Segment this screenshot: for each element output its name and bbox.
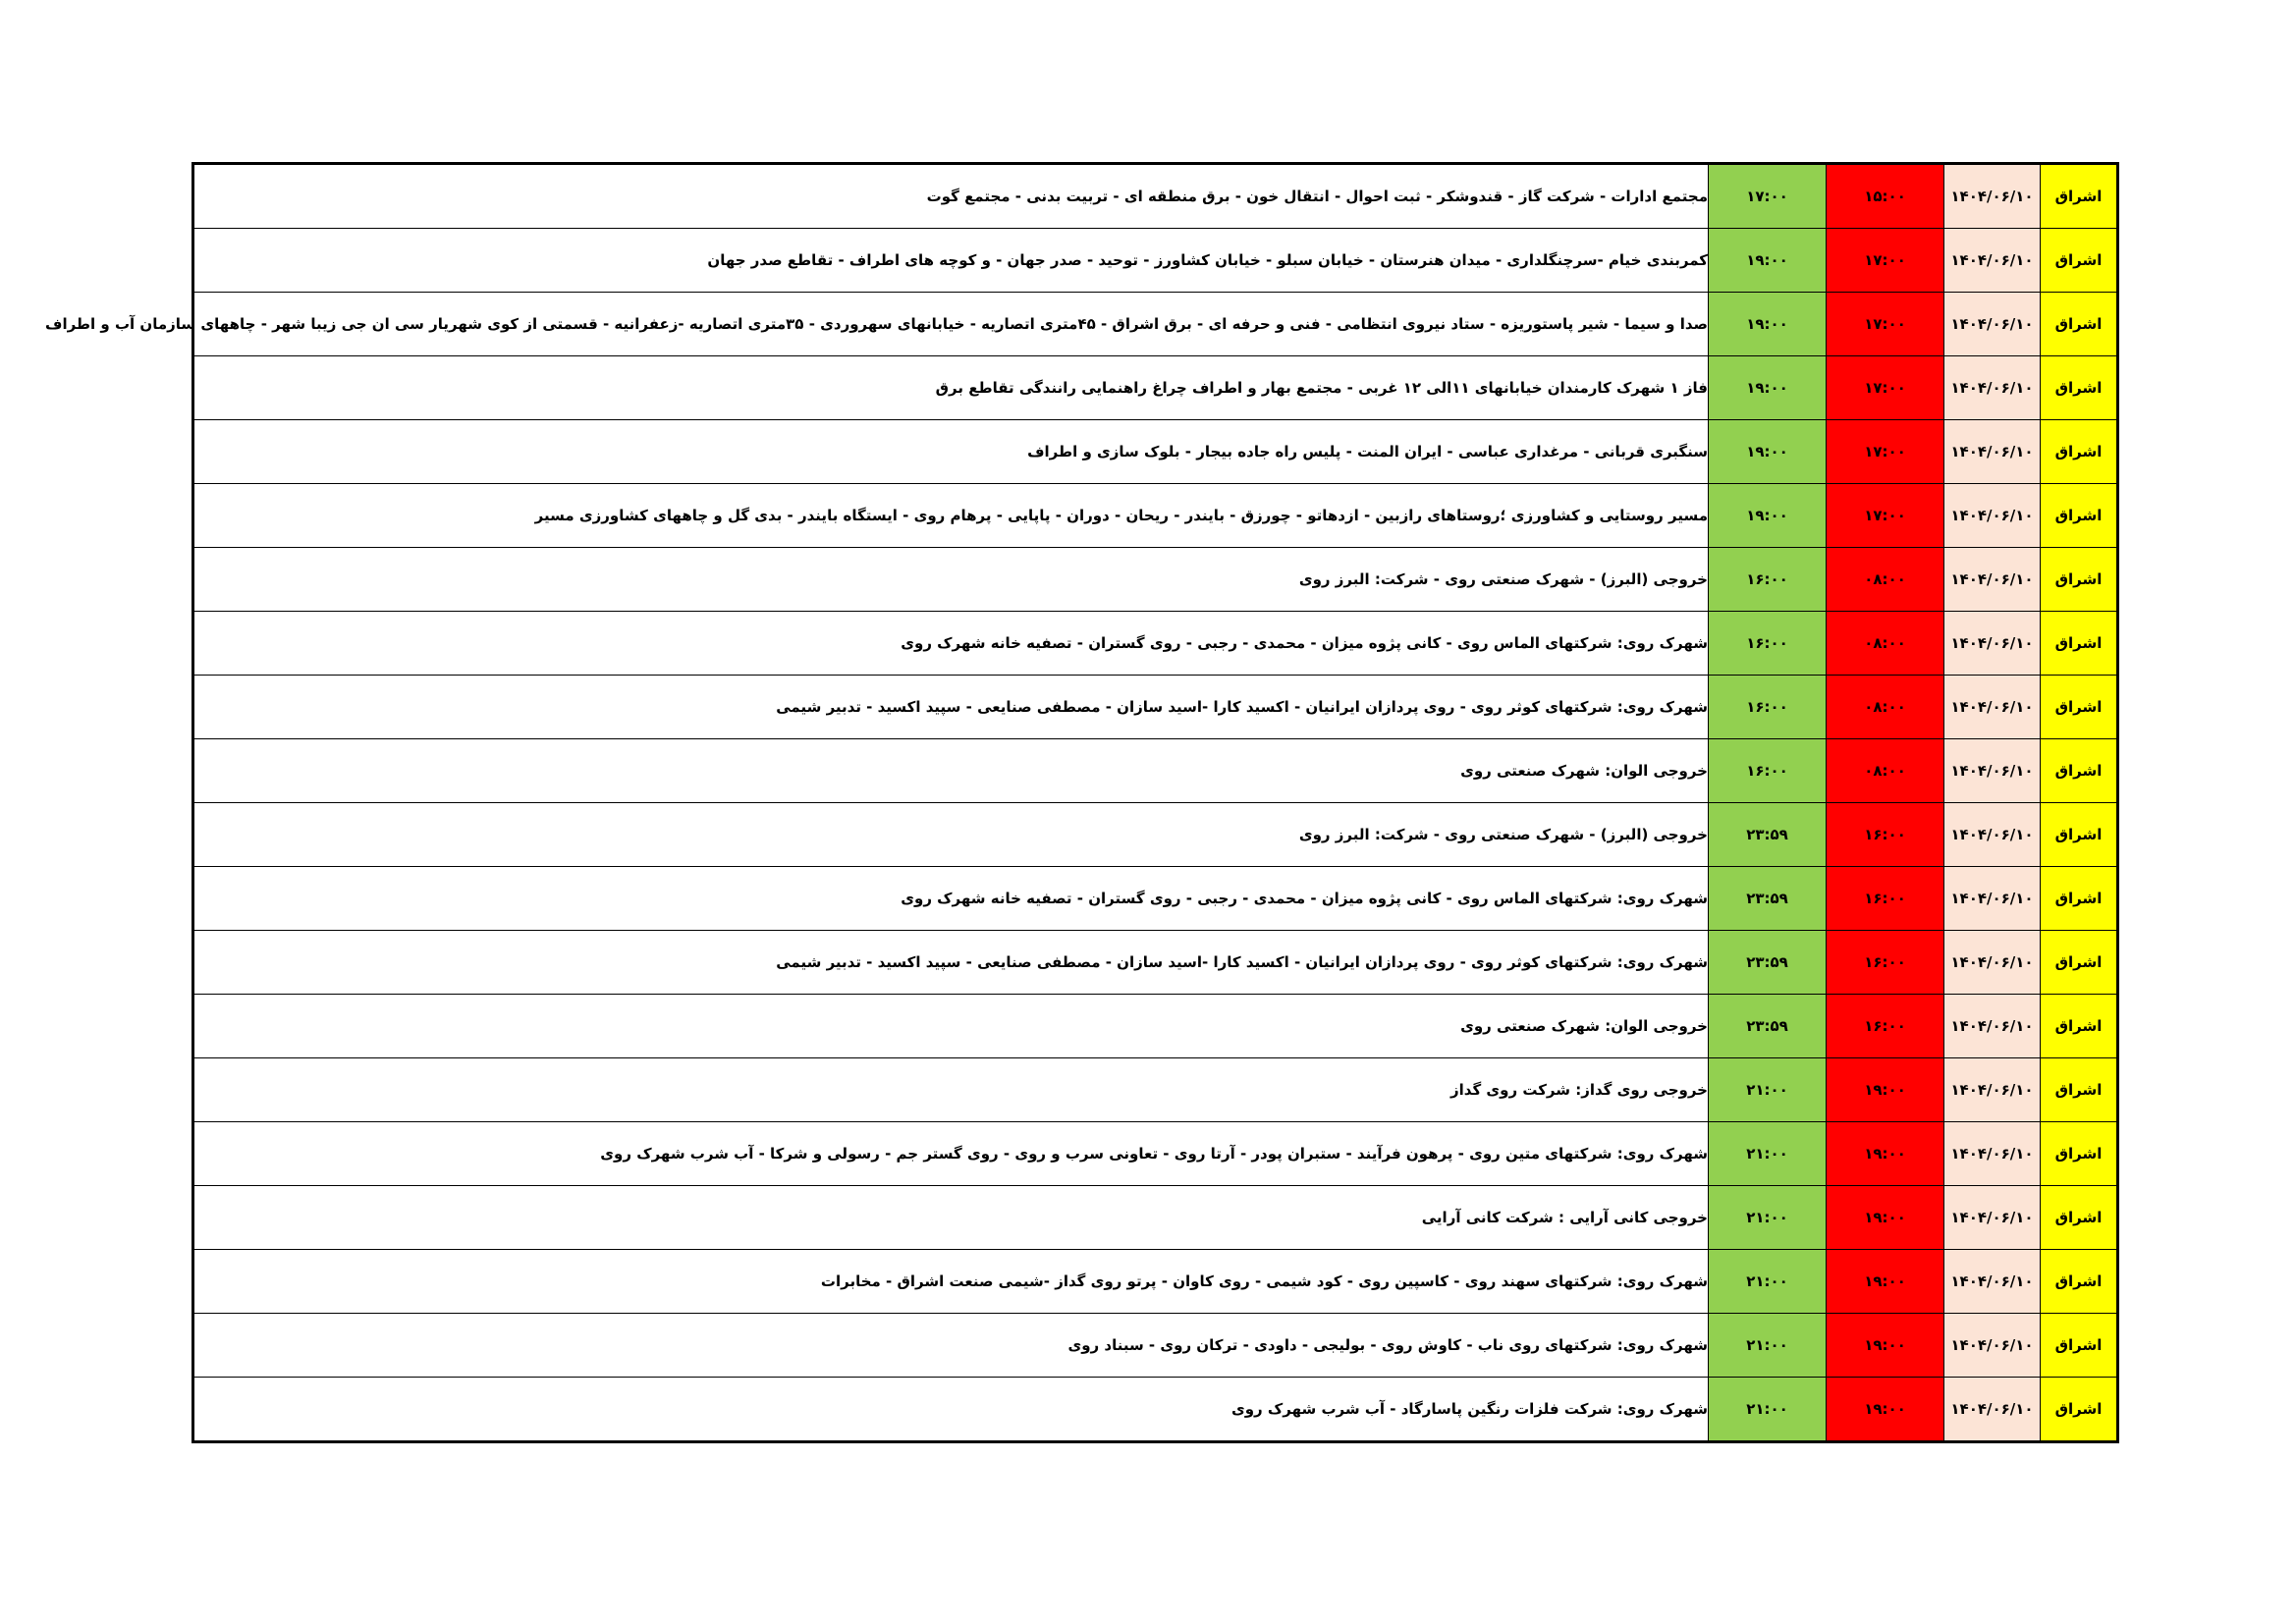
city-cell: اشراق [2041, 356, 2117, 420]
start-time-cell: ۰۸:۰۰ [1827, 548, 1944, 612]
start-time-cell: ۱۷:۰۰ [1827, 356, 1944, 420]
start-time-cell: ۰۸:۰۰ [1827, 739, 1944, 803]
outage-schedule-table [45, 164, 2117, 1441]
table-row [194, 165, 2117, 229]
city-cell: اشراق [2041, 739, 2117, 803]
end-time-cell: ۱۹:۰۰ [1709, 293, 1827, 356]
date-cell: ۱۴۰۴/۰۶/۱۰ [1944, 293, 2041, 356]
date-cell: ۱۴۰۴/۰۶/۱۰ [1944, 931, 2041, 995]
end-time-cell: ۲۱:۰۰ [1709, 1122, 1827, 1186]
date-cell: ۱۴۰۴/۰۶/۱۰ [1944, 165, 2041, 229]
affected-area-cell: سنگبری قربانی - مرغداری عباسی - ایران المنت - پلیس راه جاده بیجار - بلوک سازی و اطراف [194, 420, 1709, 484]
city-cell: اشراق [2041, 548, 2117, 612]
affected-area-cell: شهرک روی: شرکتهای سهند روی - کاسپین روی - کود شیمی - روی کاوان - پرتو روی گداز -شیمی صنعت اشراق - مخابرات [194, 1250, 1709, 1314]
start-time-cell: ۱۷:۰۰ [1827, 420, 1944, 484]
affected-area-cell: فاز ۱ شهرک کارمندان خیابانهای ۱۱الی ۱۲ غربی - مجتمع بهار و اطراف چراغ راهنمایی رانندگی تقاطع برق [194, 356, 1709, 420]
date-cell: ۱۴۰۴/۰۶/۱۰ [1944, 229, 2041, 293]
start-time-cell: ۱۹:۰۰ [1827, 1058, 1944, 1122]
city-cell: اشراق [2041, 165, 2117, 229]
start-time-cell: ۱۷:۰۰ [1827, 484, 1944, 548]
start-time-cell: ۱۹:۰۰ [1827, 1122, 1944, 1186]
city-cell: اشراق [2041, 867, 2117, 931]
date-cell: ۱۴۰۴/۰۶/۱۰ [1944, 356, 2041, 420]
date-cell: ۱۴۰۴/۰۶/۱۰ [1944, 676, 2041, 739]
end-time-cell: ۱۹:۰۰ [1709, 484, 1827, 548]
city-cell: اشراق [2041, 484, 2117, 548]
end-time-cell: ۲۱:۰۰ [1709, 1250, 1827, 1314]
start-time-cell: ۱۷:۰۰ [1827, 293, 1944, 356]
table-row [194, 1314, 2117, 1378]
city-cell: اشراق [2041, 1314, 2117, 1378]
affected-area-cell: کمربندی خیام -سرچنگلداری - میدان هنرستان - خیابان سبلو - خیابان کشاورز - توحید - صدر جهان - و کوچه های اطراف - تقاطع صدر جهان [194, 229, 1709, 293]
table-row [194, 1186, 2117, 1250]
affected-area-cell: مسیر روستایی و کشاورزی ؛روستاهای رازبین - ازدهاتو - چورزق - بایندر - ریحان - دوران - پاپایی - پرهام روی - ایستگاه بایندر - بدی گل و چاههای کشاورزی مسیر [194, 484, 1709, 548]
end-time-cell: ۲۳:۵۹ [1709, 867, 1827, 931]
start-time-cell: ۰۸:۰۰ [1827, 676, 1944, 739]
date-cell: ۱۴۰۴/۰۶/۱۰ [1944, 420, 2041, 484]
date-cell: ۱۴۰۴/۰۶/۱۰ [1944, 1314, 2041, 1378]
end-time-cell: ۲۱:۰۰ [1709, 1378, 1827, 1441]
schedule-body [45, 165, 2117, 1441]
table-row [194, 803, 2117, 867]
table-row [194, 931, 2117, 995]
city-cell: اشراق [2041, 229, 2117, 293]
start-time-cell: ۱۶:۰۰ [1827, 867, 1944, 931]
city-cell: اشراق [2041, 1122, 2117, 1186]
end-time-cell: ۱۹:۰۰ [1709, 356, 1827, 420]
city-cell: اشراق [2041, 293, 2117, 356]
table-row [194, 548, 2117, 612]
end-time-cell: ۲۳:۵۹ [1709, 995, 1827, 1058]
end-time-cell: ۱۶:۰۰ [1709, 739, 1827, 803]
table-row [194, 867, 2117, 931]
date-cell: ۱۴۰۴/۰۶/۱۰ [1944, 1378, 2041, 1441]
date-cell: ۱۴۰۴/۰۶/۱۰ [1944, 995, 2041, 1058]
table-row [194, 739, 2117, 803]
date-cell: ۱۴۰۴/۰۶/۱۰ [1944, 1250, 2041, 1314]
affected-area-cell: خروجی الوان: شهرک صنعتی روی [194, 739, 1709, 803]
table-row [194, 1378, 2117, 1441]
affected-area-cell: خروجی روی گداز: شرکت روی گداز [194, 1058, 1709, 1122]
date-cell: ۱۴۰۴/۰۶/۱۰ [1944, 1186, 2041, 1250]
affected-area-cell: شهرک روی: شرکتهای الماس روی - کانی پژوه میزان - محمدی - رجبی - روی گستران - تصفیه خانه شهرک روی [194, 867, 1709, 931]
start-time-cell: ۱۵:۰۰ [1827, 165, 1944, 229]
city-cell: اشراق [2041, 1250, 2117, 1314]
affected-area-cell: شهرک روی: شرکتهای متین روی - پرهون فرآیند - ستبران پودر - آرتا روی - تعاونی سرب و روی - روی گستر جم - رسولی و شرکا - آب شرب شهرک روی [194, 1122, 1709, 1186]
end-time-cell: ۲۱:۰۰ [1709, 1314, 1827, 1378]
city-cell: اشراق [2041, 1058, 2117, 1122]
start-time-cell: ۱۷:۰۰ [1827, 229, 1944, 293]
affected-area-cell: خروجی کانی آرایی : شرکت کانی آرایی [194, 1186, 1709, 1250]
date-cell: ۱۴۰۴/۰۶/۱۰ [1944, 548, 2041, 612]
table-row [194, 612, 2117, 676]
end-time-cell: ۱۶:۰۰ [1709, 612, 1827, 676]
city-cell: اشراق [2041, 420, 2117, 484]
date-cell: ۱۴۰۴/۰۶/۱۰ [1944, 739, 2041, 803]
start-time-cell: ۱۹:۰۰ [1827, 1378, 1944, 1441]
table-row [194, 1122, 2117, 1186]
start-time-cell: ۱۹:۰۰ [1827, 1250, 1944, 1314]
end-time-cell: ۱۶:۰۰ [1709, 676, 1827, 739]
table-row [194, 293, 2117, 356]
start-time-cell: ۱۶:۰۰ [1827, 931, 1944, 995]
city-cell: اشراق [2041, 676, 2117, 739]
end-time-cell: ۲۳:۵۹ [1709, 803, 1827, 867]
affected-area-cell: شهرک روی: شرکتهای الماس روی - کانی پژوه میزان - محمدی - رجبی - روی گستران - تصفیه خانه شهرک روی [194, 612, 1709, 676]
affected-area-cell: صدا و سیما - شیر پاستوریزه - ستاد نیروی انتظامی - فنی و حرفه ای - برق اشراق - ۴۵متری اتصاریه - خیابانهای سهروردی - ۳۵متری اتصاریه -زعفرانیه - قسمتی از کوی شهریار سی ان جی زیبا شهر - چاههای سازمان آب و اطراف [194, 293, 1709, 356]
end-time-cell: ۱۹:۰۰ [1709, 229, 1827, 293]
city-cell: اشراق [2041, 995, 2117, 1058]
end-time-cell: ۱۹:۰۰ [1709, 420, 1827, 484]
date-cell: ۱۴۰۴/۰۶/۱۰ [1944, 1058, 2041, 1122]
end-time-cell: ۱۷:۰۰ [1709, 165, 1827, 229]
table-row [194, 1058, 2117, 1122]
affected-area-cell: شهرک روی: شرکتهای کوثر روی - روی پردازان ایرانیان - اکسید کارا -اسید سازان - مصطفی صنایعی - سپید اکسید - تدبیر شیمی [194, 931, 1709, 995]
date-cell: ۱۴۰۴/۰۶/۱۰ [1944, 1122, 2041, 1186]
date-cell: ۱۴۰۴/۰۶/۱۰ [1944, 612, 2041, 676]
end-time-cell: ۲۱:۰۰ [1709, 1058, 1827, 1122]
table-row [194, 995, 2117, 1058]
table-row [194, 420, 2117, 484]
city-cell: اشراق [2041, 1378, 2117, 1441]
affected-area-cell: شهرک روی: شرکتهای کوثر روی - روی پردازان ایرانیان - اکسید کارا -اسید سازان - مصطفی صنایعی - سپید اکسید - تدبیر شیمی [194, 676, 1709, 739]
table-row [194, 676, 2117, 739]
affected-area-cell: خروجی الوان: شهرک صنعتی روی [194, 995, 1709, 1058]
table-row [194, 229, 2117, 293]
end-time-cell: ۱۶:۰۰ [1709, 548, 1827, 612]
city-cell: اشراق [2041, 803, 2117, 867]
date-cell: ۱۴۰۴/۰۶/۱۰ [1944, 484, 2041, 548]
date-cell: ۱۴۰۴/۰۶/۱۰ [1944, 803, 2041, 867]
city-cell: اشراق [2041, 1186, 2117, 1250]
date-cell: ۱۴۰۴/۰۶/۱۰ [1944, 867, 2041, 931]
start-time-cell: ۱۶:۰۰ [1827, 803, 1944, 867]
start-time-cell: ۱۶:۰۰ [1827, 995, 1944, 1058]
affected-area-cell: خروجی (البرز) - شهرک صنعتی روی - شرکت: البرز روی [194, 803, 1709, 867]
city-cell: اشراق [2041, 612, 2117, 676]
end-time-cell: ۲۳:۵۹ [1709, 931, 1827, 995]
table-row [194, 356, 2117, 420]
start-time-cell: ۰۸:۰۰ [1827, 612, 1944, 676]
affected-area-cell: مجتمع ادارات - شرکت گاز - قندوشکر - ثبت احوال - انتقال خون - برق منطقه ای - تربیت بدنی - مجتمع گوت [194, 165, 1709, 229]
table-row [194, 1250, 2117, 1314]
start-time-cell: ۱۹:۰۰ [1827, 1186, 1944, 1250]
affected-area-cell: خروجی (البرز) - شهرک صنعتی روی - شرکت: البرز روی [194, 548, 1709, 612]
start-time-cell: ۱۹:۰۰ [1827, 1314, 1944, 1378]
city-cell: اشراق [2041, 931, 2117, 995]
affected-area-cell: شهرک روی: شرکتهای روی ناب - کاوش روی - بولیجی - داودی - ترکان روی - سبناد روی [194, 1314, 1709, 1378]
outage-schedule-sheet [45, 162, 2119, 1443]
end-time-cell: ۲۱:۰۰ [1709, 1186, 1827, 1250]
affected-area-cell: شهرک روی: شرکت فلزات رنگین پاسارگاد - آب شرب شهرک روی [194, 1378, 1709, 1441]
table-row [194, 484, 2117, 548]
